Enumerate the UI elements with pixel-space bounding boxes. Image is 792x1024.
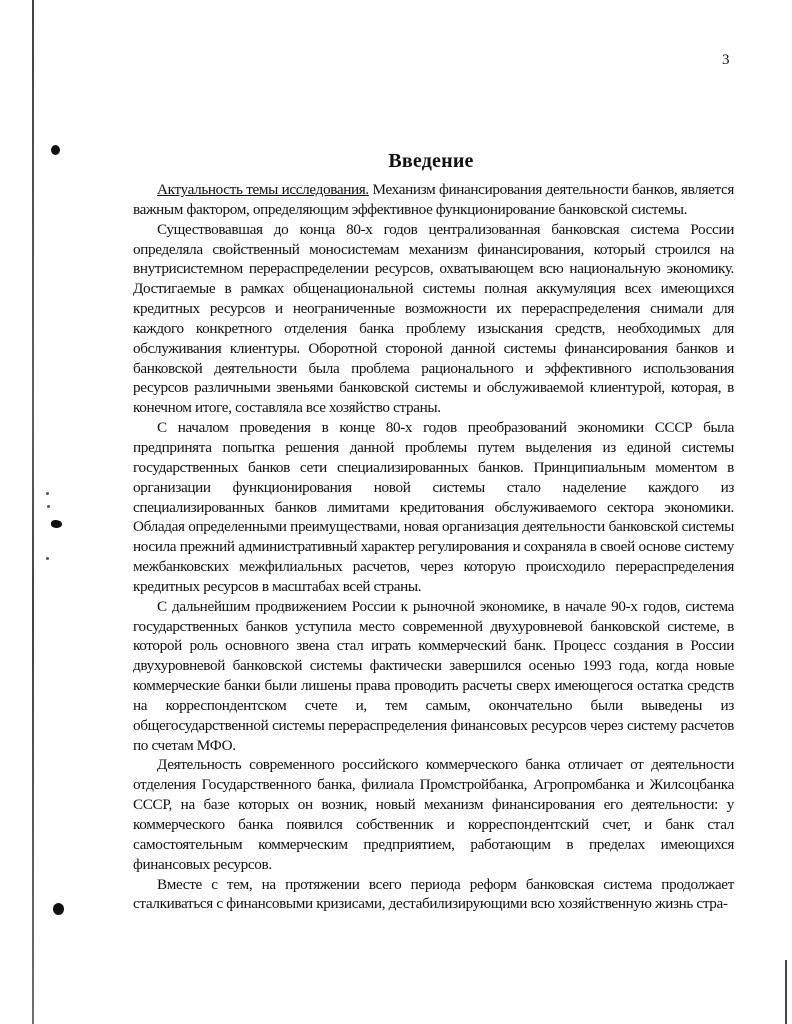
paragraph: Существовавшая до конца 80-х годов централизованная банковская система России определяла свойственный моносистемам механизм финансирования, который строился на внутрисистемном перераспределении ресурсов, охватывающем всю национальную экономику. Достигаемые в рамках общенациональной системы полная аккумуляция всех имеющихся кредитных ресурсов и неограниченные возможности их перераспределения снимали для каждого конкретного отделения банка проблему изыскания средств, необходимых для обслуживания клиентуры. Оборотной стороной данной системы финансирования банков и банковской деятельности была проблема рационального и эффективного использования ресурсов различными звеньями банковской системы и обслуживаемой клиентурой, которая, в конечном итоге, составляла все хозяйство страны. xyxy=(133,220,734,417)
paragraph-text: Механизм финансирования деятельности банков, является важным фактором, определяющим эффективное функционирование банковской системы. xyxy=(133,181,734,218)
scan-speck xyxy=(47,505,50,508)
binder-hole-mark xyxy=(51,520,62,528)
paragraph: Вместе с тем, на протяжении всего периода реформ банковская система продолжает сталкиваться с финансовыми кризисами, дестабилизирующими всю хозяйственную жизнь стра- xyxy=(133,875,734,913)
page-title: Введение xyxy=(388,150,474,172)
page-number: 3 xyxy=(722,52,730,68)
paragraph: С началом проведения в конце 80-х годов преобразований экономики СССР была предпринята попытка решения данной проблемы путем выделения из единой системы государственных банков сети специализированных банков. Принципиальным моментом в организации функционирования новой системы стало наделение каждого из специализированных банков лимитами кредитования обслуживаемого сектора экономики. Обладая определенными преимуществами, новая организация деятельности банковской системы носила прежний административный характер регулирования и сохраняла в своей основе систему межбанковских межфилиальных расчетов, через которую происходило перераспределения кредитных ресурсов в масштабах всей страны. xyxy=(133,419,734,595)
document-body xyxy=(133,180,734,914)
binder-hole-mark xyxy=(53,903,64,915)
paragraph: Деятельность современного российского коммерческого банка отличает от деятельности отделения Государственного банка, филиала Промстройбанка, Агропромбанка и Жилсоцбанка СССР, на базе которых он возник, новый механизм финансирования его деятельности: у коммерческого банка появился собственник и корреспондентский счет, и банк стал самостоятельным коммерческим предприятием, работающим в пределах имеющихся финансовых ресурсов. xyxy=(133,756,734,873)
scan-speck xyxy=(46,492,49,495)
paragraph: С дальнейшим продвижением России к рыночной экономике, в начале 90-х годов, система государственных банков уступила место современной двухуровневой банковской системе, в которой роль основного звена стал играть коммерческий банк. Процесс создания в России двухуровневой банковской системы фактически завершился осенью 1993 года, когда новые коммерческие банки были лишены права проводить расчеты сверх имеющегося остатка средств на корреспондентском счете и, тем самым, окончательно были выведены из общегосударственной системы перераспределения финансовых ресурсов через систему расчетов по счетам МФО. xyxy=(133,597,734,754)
scan-border-line-right xyxy=(785,960,787,1024)
section-lead-underlined: Актуальность темы исследования. xyxy=(157,181,369,198)
paragraph xyxy=(133,180,734,220)
scan-speck xyxy=(46,557,49,560)
